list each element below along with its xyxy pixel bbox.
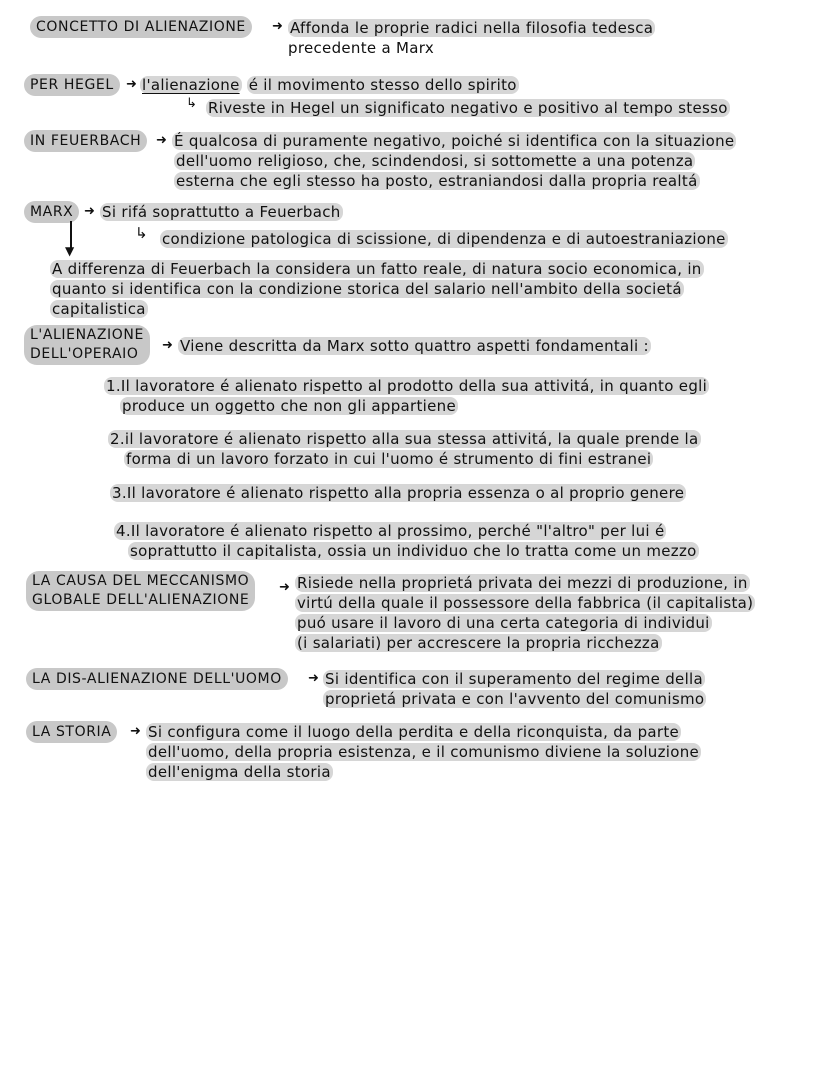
section-label-operaio: L'ALIENAZIONE DELL'OPERAIO <box>24 325 150 365</box>
arrow-icon: ➜ <box>162 338 174 353</box>
feuerbach-line-3: esterna che egli stesso ha posto, estraniandosi dalla propria realtá <box>176 172 698 190</box>
section-label-disalienazione: LA DIS-ALIENAZIONE DELL'UOMO <box>26 668 288 690</box>
hegel-line: l'alienazione é il movimento stesso dello spirito <box>142 76 517 94</box>
section-label-causa: LA CAUSA DEL MECCANISMO GLOBALE DELL'ALIENAZIONE <box>26 571 255 611</box>
sub-arrow-icon: ↳ <box>135 224 148 242</box>
section-label-hegel: PER HEGEL <box>24 74 120 96</box>
marx-sub-line: condizione patologica di scissione, di dipendenza e di autoestraniazione <box>162 230 726 248</box>
disalienazione-line-2: proprietá privata e con l'avvento del comunismo <box>325 690 705 708</box>
down-arrow-icon: ▼ <box>65 244 75 258</box>
marx-diff-line-3: capitalistica <box>52 300 146 318</box>
feuerbach-line-2: dell'uomo religioso, che, scindendosi, si sottomette a una potenza <box>176 152 694 170</box>
operaio-item-1-line-2: produce un oggetto che non gli appartiene <box>122 397 456 415</box>
operaio-item-3-line-1: 3.Il lavoratore é alienato rispetto alla propria essenza o al proprio genere <box>112 484 685 502</box>
operaio-intro: Viene descritta da Marx sotto quattro aspetti fondamentali : <box>180 337 649 355</box>
hegel-sub-line: Riveste in Hegel un significato negativo e positivo al tempo stesso <box>208 99 728 117</box>
causa-line-1: Risiede nella proprietá privata dei mezzi di produzione, in <box>297 574 748 592</box>
concetto-line-2: precedente a Marx <box>288 39 435 57</box>
arrow-icon: ➜ <box>272 19 284 34</box>
operaio-item-2-line-1: 2.il lavoratore é alienato rispetto alla sua stessa attivitá, la quale prende la <box>110 430 699 448</box>
operaio-item-1-line-1: 1.Il lavoratore é alienato rispetto al prodotto della sua attivitá, in quanto egli <box>106 377 708 395</box>
section-label-feuerbach: IN FEUERBACH <box>24 130 147 152</box>
arrow-icon: ➜ <box>308 671 320 686</box>
arrow-icon: ➜ <box>126 77 138 92</box>
storia-line-1: Si configura come il luogo della perdita e della riconquista, da parte <box>148 723 680 741</box>
arrow-icon: ➜ <box>279 580 291 595</box>
feuerbach-line-1: É qualcosa di puramente negativo, poiché si identifica con la situazione <box>174 132 735 150</box>
causa-line-3: puó usare il lavoro di una certa categoria di individui <box>297 614 710 632</box>
marx-diff-line-2: quanto si identifica con la condizione storica del salario nell'ambito della societá <box>52 280 682 298</box>
disalienazione-line-1: Si identifica con il superamento del regime della <box>325 670 704 688</box>
section-label-storia: LA STORIA <box>26 721 117 743</box>
section-label-marx: MARX <box>24 201 79 223</box>
marx-diff-line-1: A differenza di Feuerbach la considera un fatto reale, di natura socio economica, in <box>52 260 702 278</box>
arrow-icon: ➜ <box>84 204 96 219</box>
operaio-item-4-line-2: soprattutto il capitalista, ossia un individuo che lo tratta come un mezzo <box>130 542 697 560</box>
marx-line-1: Si rifá soprattutto a Feuerbach <box>102 203 341 221</box>
arrow-icon: ➜ <box>130 724 142 739</box>
causa-line-2: virtú della quale il possessore della fabbrica (il capitalista) <box>297 594 754 612</box>
arrow-icon: ➜ <box>156 133 168 148</box>
causa-line-4: (i salariati) per accrescere la propria ricchezza <box>297 634 660 652</box>
storia-line-2: dell'uomo, della propria esistenza, e il comunismo diviene la soluzione <box>148 743 700 761</box>
section-label-concetto: CONCETTO DI ALIENAZIONE <box>30 16 252 38</box>
operaio-item-2-line-2: forma di un lavoro forzato in cui l'uomo é strumento di fini estranei <box>126 450 652 468</box>
storia-line-3: dell'enigma della storia <box>148 763 331 781</box>
operaio-item-4-line-1: 4.Il lavoratore é alienato rispetto al prossimo, perché "l'altro" per lui é <box>116 522 665 540</box>
concetto-line-1: Affonda le proprie radici nella filosofia tedesca <box>290 19 654 37</box>
sub-arrow-icon: ↳ <box>186 96 198 111</box>
